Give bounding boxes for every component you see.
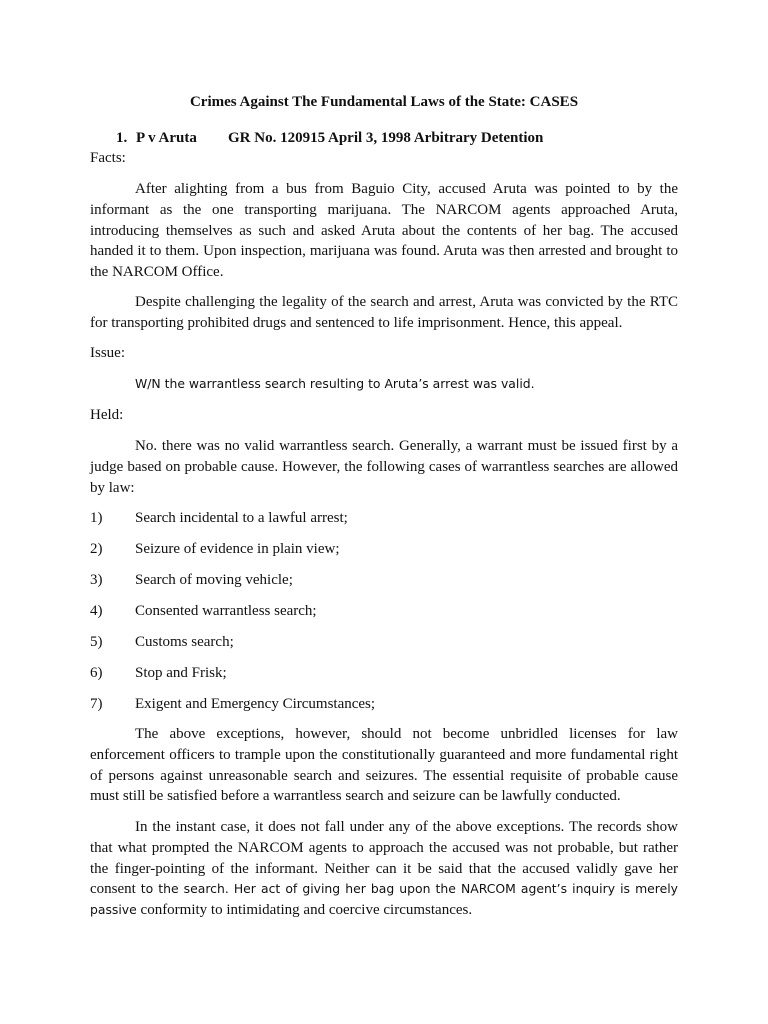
held-paragraph-3-part-3: conformity to intimidating and coercive circumstances. xyxy=(140,902,473,919)
document-title: Crimes Against The Fundamental Laws of the State: CASES xyxy=(189,94,579,110)
exception-item: 5) Customs search; xyxy=(90,634,234,650)
held-paragraph-3-part-2: to the search. Her act of giving her bag upon the NARCOM agent’s inquiry is merely passive xyxy=(90,881,679,918)
held-label: Held: xyxy=(90,407,124,423)
held-paragraph-2: The above exceptions, however, should not become unbridled licenses for law enforcement officers to trample upon the constitutionally guaranteed and more fundamental right of persons against unreasonable search and seizures. The essential requisite of probable cause must still be satisfied before a warrantless search and seizure can be lawfully conducted. xyxy=(90,726,678,805)
exception-item: 4) Consented warrantless search; xyxy=(90,603,317,619)
issue-text: W/N the warrantless search resulting to Aruta’s arrest was valid. xyxy=(135,376,535,391)
exception-item: 7) Exigent and Emergency Circumstances; xyxy=(90,696,376,712)
issue-label: Issue: xyxy=(90,345,125,361)
case-parties: P v Aruta xyxy=(136,130,197,146)
exception-item: 1) Search incidental to a lawful arrest; xyxy=(90,510,348,526)
exception-item: 2) Seizure of evidence in plain view; xyxy=(90,541,340,557)
case-number: 1. xyxy=(116,130,128,146)
facts-label: Facts: xyxy=(90,150,126,166)
held-intro-paragraph: No. there was no valid warrantless search. Generally, a warrant must be issued first by a judge based on probable cause. However, the following cases of warrantless searches are allowed by law: xyxy=(90,438,678,496)
facts-paragraph-2: Despite challenging the legality of the search and arrest, Aruta was convicted by the RTC for transporting prohibited drugs and sentenced to life imprisonment. Hence, this appeal. xyxy=(90,294,678,331)
held-paragraph-3-part-1: In the instant case, it does not fall under any of the above exceptions. The records show that what prompted the NARCOM agents to approach the accused was not probable, but rather the finger-pointing of the informant. Neither can it be said that the accused validly gave her consent xyxy=(90,819,678,898)
held-paragraph-3 xyxy=(90,817,678,921)
case-citation: GR No. 120915 April 3, 1998 Arbitrary Detention xyxy=(228,130,544,146)
case-heading xyxy=(116,128,543,148)
exception-item: 6) Stop and Frisk; xyxy=(90,665,227,681)
facts-paragraph-1: After alighting from a bus from Baguio City, accused Aruta was pointed to by the informant as the one transporting marijuana. The NARCOM agents approached Aruta, introducing themselves as such and asked Aruta about the contents of her bag. The accused handed it to them. Upon inspection, marijuana was found. Aruta was then arrested and brought to the NARCOM Office. xyxy=(90,181,678,281)
exception-item: 3) Search of moving vehicle; xyxy=(90,572,293,588)
